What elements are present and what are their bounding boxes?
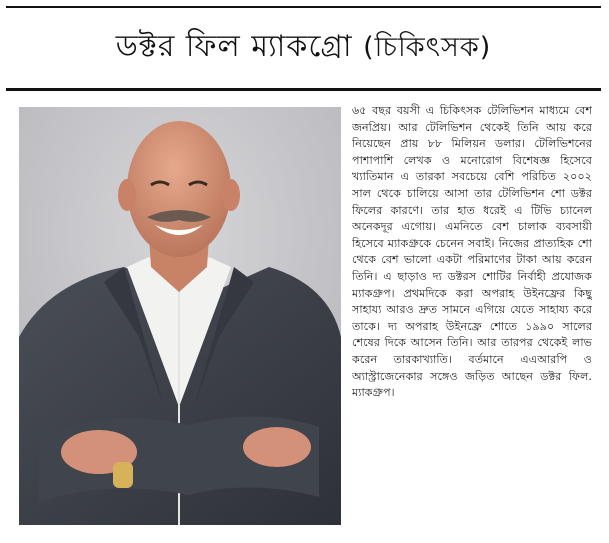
- headline-name: ডক্টর ফিল ম্যাকগ্রো: [115, 29, 353, 64]
- article-body: [352, 103, 592, 523]
- portrait-photo: [19, 107, 341, 525]
- headline-role: (চিকিৎসক): [363, 32, 492, 63]
- article-text: ৬৫ বছর বয়সী এ চিকিৎসক টেলিভিশন মাধ্যমে বেশ জনপ্রিয়। আর টেলিভিশন থেকেই তিনি আয় করে নিয়েছেন প্রায় ৮৮ মিলিয়ন ডলার। টেলিভিশনের পাশাপাশি লেখক ও মনোরোগ বিশেষজ্ঞ হিসেবে খ্যাতিমান এ তারকা সবচেয়ে বেশি পরিচিত ২০০২ সাল থেকে চালিয়ে আসা তার টেলিভিশন শো ডক্টর ফিলের কারণে। তার হাত ধরেই এ টিভি চ্যানেল অনেকদূর এগোয়। এমনিতে বেশ চালাক ব্যবসায়ী হিসেবে ম্যাকগ্রুকে চেনেন সবাই। নিজের প্রাত্যহিক শো থেকে বেশ ভালো একটা পরিমাণের টাকা আয় করেন তিনি। এ ছাড়াও দ্য ডক্টরস শোটির নির্বাহী প্রযোজক ম্যাকগ্রুপ। প্রথমদিকে করা অপরাহ উইনফ্রের কিছু সাহায্য আরও দ্রুত সামনে এগিয়ে যেতে সাহায্য করে তাকে। দ্য অপরাহ উইনফ্রে শোতে ১৯৯০ সালের শেষের দিকে আসেন তিনি। আর তারপর থেকেই লাভ করেন তারকাখ্যাতি। বর্তমানে এএআরপি ও অ্যাস্ট্রাজেনেকার সঙ্গেও জড়িত আছেন ডক্টর ফিল. ম্যাকগ্রুপ।: [352, 104, 592, 400]
- portrait-photo-icon: [19, 107, 341, 525]
- top-rule: [6, 6, 601, 8]
- headline: [6, 22, 601, 72]
- bottom-rule: [6, 88, 601, 91]
